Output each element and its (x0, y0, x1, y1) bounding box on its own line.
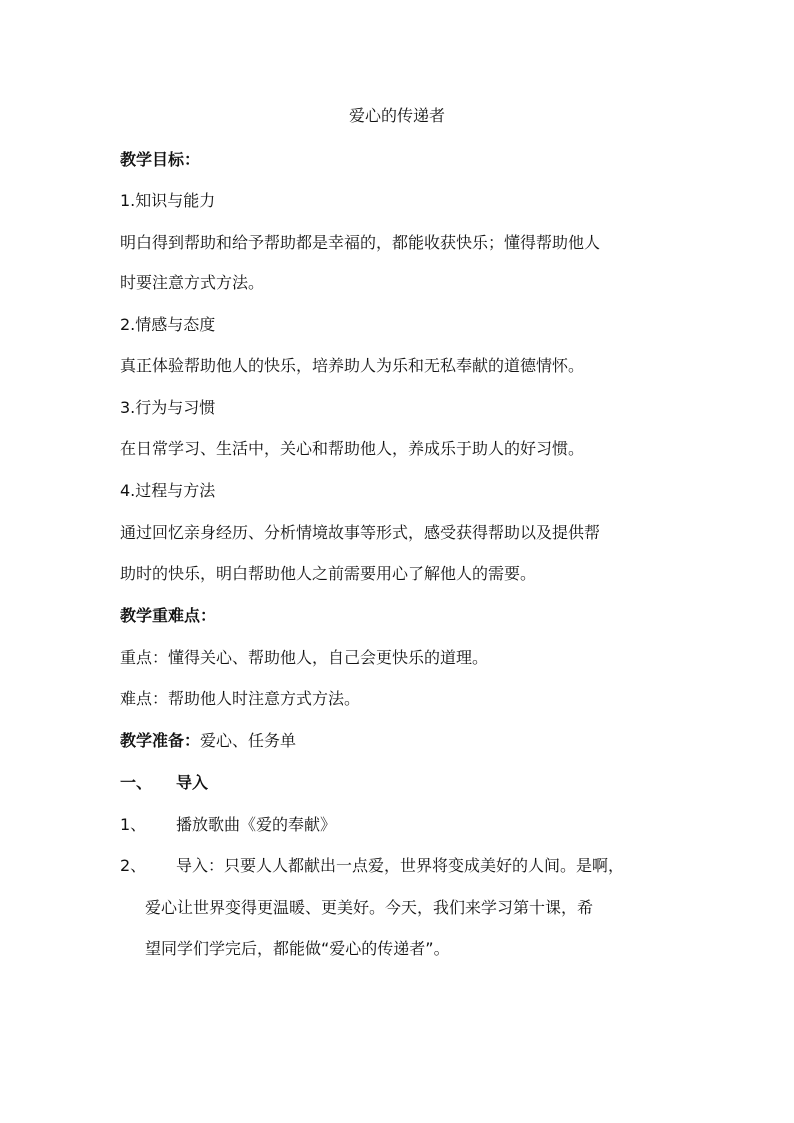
objective-text-1b: 时要注意方式方法。 (120, 273, 265, 292)
section-one-number: 一、 (120, 773, 153, 792)
objective-text-4a: 通过回忆亲身经历、分析情境故事等形式，感受获得帮助以及提供帮 (120, 523, 601, 542)
step-1-number: 1、 (120, 815, 147, 834)
objective-text-2: 真正体验帮助他人的快乐，培养助人为乐和无私奉献的道德情怀。 (120, 356, 585, 375)
difficult-point: 难点：帮助他人时注意方式方法。 (120, 689, 361, 708)
step-2-number: 2、 (120, 856, 147, 875)
objective-text-4b: 助时的快乐，明白帮助他人之前需要用心了解他人的需要。 (120, 564, 537, 583)
key-points-heading: 教学重难点： (120, 606, 217, 625)
objective-heading-4: 4.过程与方法 (120, 481, 216, 500)
objective-heading-3: 3.行为与习惯 (120, 398, 216, 417)
preparation-label: 教学准备： (120, 731, 201, 750)
objective-heading-2: 2.情感与态度 (120, 315, 216, 334)
section-one-title: 导入 (176, 773, 209, 792)
objectives-heading: 教学目标： (120, 150, 201, 169)
preparation-text: 爱心、任务单 (200, 731, 297, 750)
step-2-text-b: 爱心让世界变得更温暖、更美好。今天，我们来学习第十课，希 (145, 898, 594, 917)
document-title: 爱心的传递者 (348, 106, 445, 125)
step-2-text-a: 导入：只要人人都献出一点爱，世界将变成美好的人间。是啊， (176, 856, 625, 875)
objective-text-3: 在日常学习、生活中，关心和帮助他人，养成乐于助人的好习惯。 (120, 439, 585, 458)
step-1-text: 播放歌曲《爱的奉献》 (176, 815, 337, 834)
step-2-text-c: 望同学们学完后，都能做“爱心的传递者”。 (145, 939, 450, 958)
objective-heading-1: 1.知识与能力 (120, 191, 216, 210)
key-point: 重点：懂得关心、帮助他人，自己会更快乐的道理。 (120, 648, 489, 667)
objective-text-1a: 明白得到帮助和给予帮助都是幸福的，都能收获快乐；懂得帮助他人 (120, 233, 601, 252)
preparation-line (120, 731, 296, 751)
